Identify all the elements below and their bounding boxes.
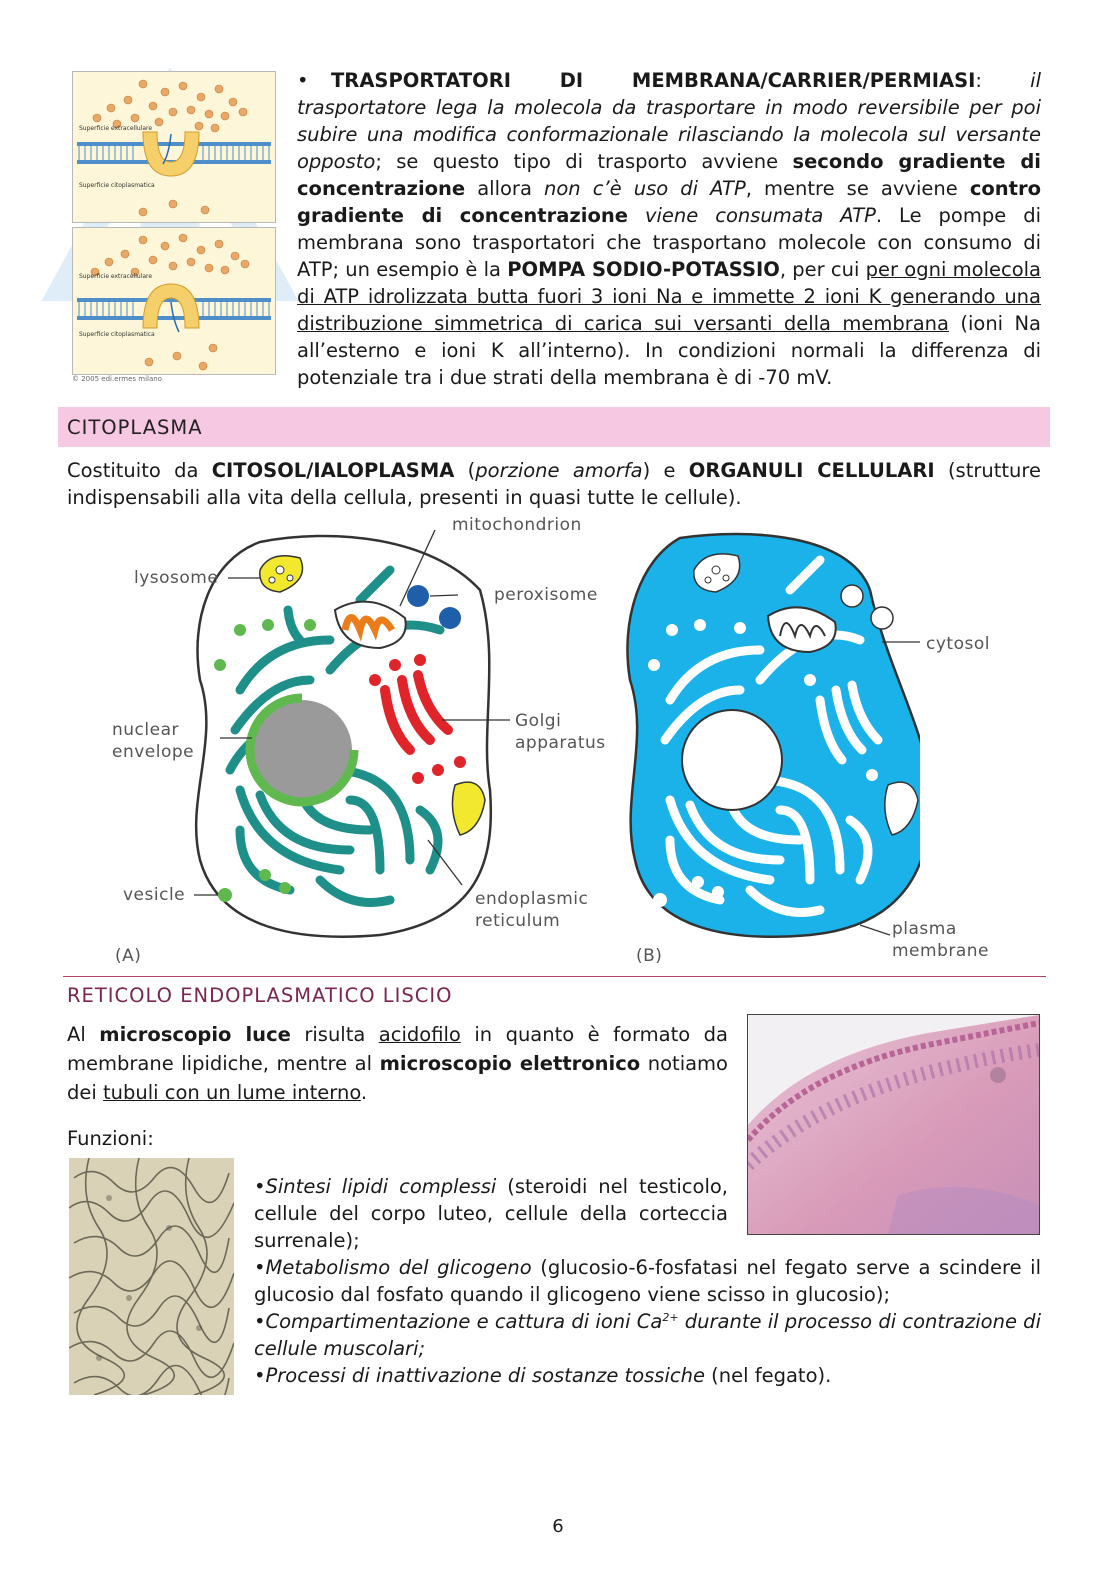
term-citosol: CITOSOL/IALOPLASMA	[211, 459, 455, 482]
text: (	[454, 459, 476, 482]
text: notiamo dei	[67, 1052, 728, 1104]
text-atp-consumata: viene consumata ATP	[644, 204, 876, 227]
text-sintesi-lipidi: Sintesi lipidi complessi	[265, 1175, 497, 1198]
text: (strutture indispensabili alla vita della cellula, presenti in quasi tutte le cellule).	[67, 459, 1041, 509]
text-metabolismo-glicogeno: Metabolismo del glicogeno	[265, 1256, 532, 1279]
text-underlined-pump: per ogni molecola di ATP idrolizzata butta fuori 3 ioni Na e immette 2 ioni K generando una distribuzione simmetrica di carica sui versanti della membrana	[297, 258, 1041, 335]
text-inattivazione: Processi di inattivazione di sostanze tossiche	[265, 1364, 705, 1387]
label-panel-b: (B)	[636, 946, 663, 966]
text: in quanto è formato da membrane lipidiche, mentre al	[67, 1023, 728, 1075]
text: ; se questo tipo di trasporto avviene	[375, 150, 793, 173]
carrier-diagram-open-outside	[72, 71, 276, 223]
text: (glucosio-6-fosfatasi nel fegato serve a scindere il glucosio dal fosfato quando il glicogeno viene scisso in glucosio);	[254, 1256, 1041, 1306]
bullet: •	[297, 69, 309, 92]
label-extracellular: Superficie extracellulare	[79, 125, 153, 132]
text-acidofilo: acidofilo	[378, 1023, 461, 1046]
text-porzione-amorfa: porzione amorfa	[475, 459, 643, 482]
cell-diagram-b	[620, 530, 920, 945]
text: (nel fegato).	[704, 1364, 832, 1387]
funzioni-list-wide	[254, 1254, 1041, 1389]
text-tubuli: tubuli con un lume interno	[103, 1081, 361, 1104]
text: (steroidi nel testicolo, cellule del corpo luteo, cellule della corteccia surrenale);	[254, 1175, 729, 1252]
term-carrier: TRASPORTATORI DI MEMBRANA/CARRIER/PERMIASI	[331, 69, 976, 92]
text: . Le pompe di membrana sono trasportatori che trasportano molecole con consumo di ATP; un esempio è la	[297, 204, 1041, 281]
text: ) e	[642, 459, 689, 482]
label-peroxisome: peroxisome	[494, 585, 598, 605]
section-title-rel: RETICOLO ENDOPLASMATICO LISCIO	[67, 984, 453, 1007]
label-endoplasmic: endoplasmic	[475, 889, 589, 909]
superscript: 2+	[662, 1311, 679, 1324]
text: , mentre se avviene	[745, 177, 970, 200]
rel-paragraph	[67, 1020, 728, 1107]
histology-micrograph	[747, 1014, 1040, 1235]
electron-micrograph	[69, 1158, 234, 1395]
bullet: •	[254, 1310, 266, 1333]
section-band-citoplasma	[58, 407, 1050, 447]
label-envelope: envelope	[112, 742, 195, 762]
label-membrane: membrane	[892, 941, 990, 961]
label-lysosome: lysosome	[134, 568, 219, 588]
text: Compartimentazione e cattura di ioni Ca	[265, 1310, 663, 1333]
term-organuli: ORGANULI CELLULARI	[688, 459, 935, 482]
text-no-atp: non c’è uso di ATP	[544, 177, 746, 200]
term-pompa-sodio-potassio: POMPA SODIO-POTASSIO	[507, 258, 780, 281]
list-item	[254, 1254, 1041, 1308]
carrier-diagram-open-inside	[72, 227, 276, 375]
label-plasma: plasma	[892, 919, 957, 939]
text	[628, 204, 645, 227]
term-microscopio-luce: microscopio luce	[99, 1023, 291, 1046]
figure-copyright: © 2005 edi.ermes milano	[72, 375, 162, 383]
citoplasma-paragraph	[67, 457, 1041, 511]
text: (ioni Na all’esterno e ioni K all’interno). In condizioni normali la differenza di potenziale tra i due strati della membrana è di -70 mV.	[297, 312, 1042, 389]
label-golgi: Golgi	[515, 711, 562, 731]
funzioni-label: Funzioni:	[67, 1127, 154, 1150]
text-definition: il trasportatore lega la molecola da trasportare in modo reversibile per poi subire una modifica conformazionale rilasciando la molecola sul versante opposto	[297, 69, 1041, 173]
text: allora	[465, 177, 544, 200]
term-secondo-gradiente: secondo gradiente di concentrazione	[297, 150, 1041, 200]
label-nuclear: nuclear	[112, 720, 179, 740]
bullet: •	[254, 1175, 266, 1198]
text: risulta	[290, 1023, 379, 1046]
cell-diagram-a	[180, 530, 510, 945]
list-item	[254, 1308, 1041, 1362]
section-divider	[63, 976, 1046, 977]
label-cytoplasmic-2: Superficie citoplasmatica	[79, 331, 155, 338]
term-microscopio-elettronico: microscopio elettronico	[379, 1052, 641, 1075]
label-apparatus: apparatus	[515, 733, 606, 753]
label-reticulum: reticulum	[475, 911, 561, 931]
term-contro-gradiente: contro gradiente di concentrazione	[297, 177, 1041, 227]
list-item	[254, 1173, 728, 1254]
text: :	[975, 69, 1031, 92]
label-mitochondrion: mitochondrion	[452, 515, 582, 535]
section-title-citoplasma: CITOPLASMA	[67, 416, 203, 439]
text-compartimentazione	[254, 1310, 1041, 1360]
text: .	[360, 1081, 368, 1104]
text: Costituito da	[67, 459, 212, 482]
text: , per cui	[779, 258, 866, 281]
bullet: •	[254, 1364, 266, 1387]
text: Al	[67, 1023, 100, 1046]
bullet: •	[254, 1256, 266, 1279]
label-cytosol: cytosol	[926, 634, 990, 654]
label-vesicle: vesicle	[123, 885, 186, 905]
text: durante il processo di contrazione di cellule muscolari;	[254, 1310, 1041, 1360]
list-item	[254, 1362, 1041, 1389]
funzioni-list	[254, 1173, 728, 1254]
label-panel-a: (A)	[115, 946, 142, 966]
label-cytoplasmic: Superficie citoplasmatica	[79, 182, 155, 189]
page-number: 6	[552, 1516, 564, 1537]
label-extracellular-2: Superficie extracellulare	[79, 273, 153, 280]
carrier-paragraph	[297, 67, 1041, 391]
